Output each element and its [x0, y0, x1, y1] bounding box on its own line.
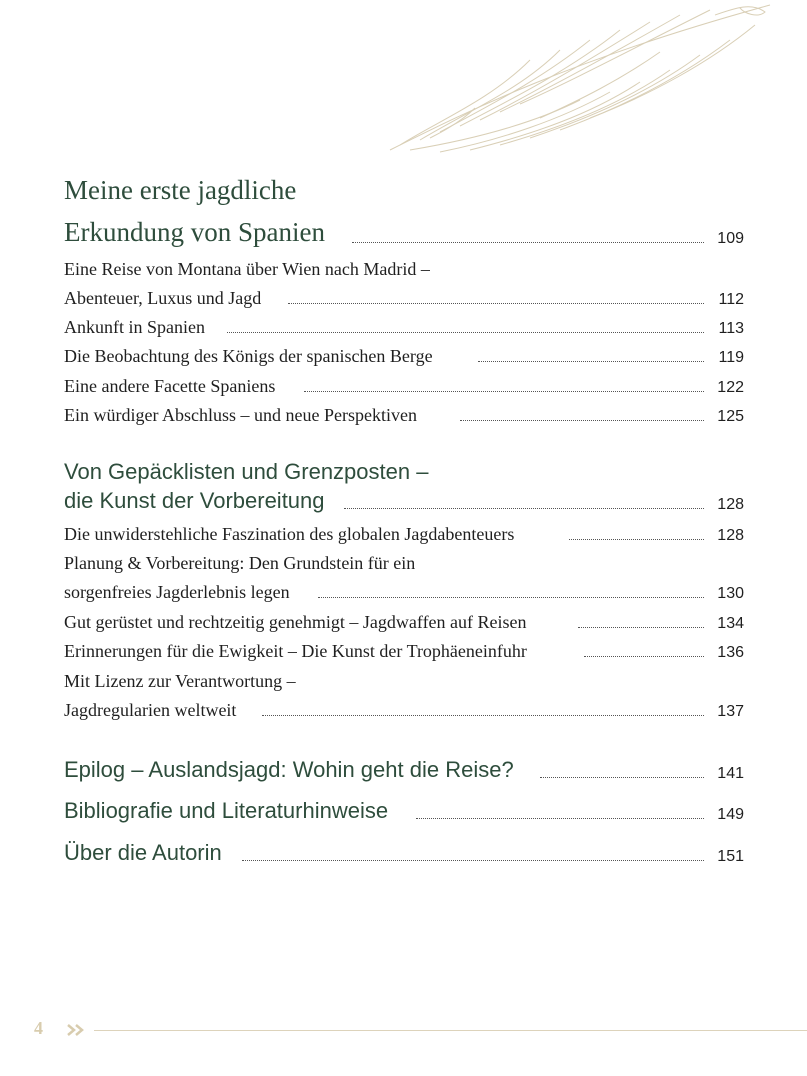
toc-entry-row[interactable]: [64, 341, 744, 371]
dot-leader: [584, 656, 704, 657]
feather-icon: [380, 0, 780, 160]
toc-entry-row[interactable]: [64, 519, 744, 549]
toc-page-number: 136: [717, 644, 744, 661]
toc-page-number: 141: [717, 765, 744, 782]
toc-page-number: 112: [718, 291, 744, 308]
toc-heading-row[interactable]: [64, 488, 744, 518]
toc-entry-text: sorgenfreies Jagderlebnis legen: [64, 582, 290, 602]
toc-heading-row[interactable]: [64, 757, 744, 787]
toc-entry-text: Eine andere Facette Spaniens: [64, 376, 276, 396]
page-number: 4: [34, 1018, 43, 1038]
toc-page-number: 134: [717, 615, 744, 632]
toc-entry-row[interactable]: [64, 695, 744, 725]
toc-page-number: 125: [717, 408, 744, 425]
toc-page-number: 113: [718, 320, 744, 337]
dot-leader: [416, 818, 704, 819]
toc-heading-row[interactable]: [64, 217, 744, 252]
toc-page-number: 122: [717, 379, 744, 396]
toc-entry-text: Abenteuer, Luxus und Jagd: [64, 288, 262, 308]
toc-heading-text: die Kunst der Vorbereitung: [64, 488, 325, 513]
toc-entry-row[interactable]: [64, 283, 744, 313]
toc-entry-text: Jagdregularien weltweit: [64, 700, 237, 720]
toc-entry-row[interactable]: [64, 577, 744, 607]
dot-leader: [318, 597, 704, 598]
toc-heading-text: Von Gepäcklisten und Grenzposten –: [64, 459, 429, 484]
toc-entry-text: Planung & Vorbereitung: Den Grundstein für ein: [64, 553, 416, 573]
dot-leader: [478, 361, 704, 362]
toc-page-number: 128: [717, 496, 744, 513]
toc-heading-line: [64, 459, 744, 489]
dot-leader: [578, 627, 704, 628]
dot-leader: [344, 508, 704, 509]
toc-entry-text: Erinnerungen für die Ewigkeit – Die Kunst der Trophäeneinfuhr: [64, 641, 527, 661]
dot-leader: [569, 539, 704, 540]
toc-entry-row[interactable]: [64, 371, 744, 401]
toc-page-number: 149: [717, 806, 744, 823]
dot-leader: [540, 777, 704, 778]
toc-entry-text: Ein würdiger Abschluss – und neue Perspektiven: [64, 405, 417, 425]
toc-entry-line: [64, 666, 744, 696]
double-chevron-icon: [66, 1022, 88, 1038]
toc-entry-row[interactable]: [64, 400, 744, 430]
toc-entry-row[interactable]: [64, 636, 744, 666]
toc-page-number: 128: [717, 527, 744, 544]
toc-entry-text: Mit Lizenz zur Verantwortung –: [64, 671, 296, 691]
toc-heading-text: Meine erste jagdliche: [64, 175, 297, 205]
toc-entry-text: Eine Reise von Montana über Wien nach Madrid –: [64, 259, 430, 279]
toc-heading-text: Erkundung von Spanien: [64, 217, 325, 247]
toc-heading-text: Epilog – Auslandsjagd: Wohin geht die Reise?: [64, 757, 514, 782]
dot-leader: [242, 860, 704, 861]
dot-leader: [227, 332, 704, 333]
toc-page-number: 109: [717, 230, 744, 247]
toc-page-number: 137: [717, 703, 744, 720]
toc-entry-text: Die Beobachtung des Königs der spanischen Berge: [64, 346, 433, 366]
toc-heading-text: Über die Autorin: [64, 840, 222, 865]
toc-heading-row[interactable]: [64, 798, 744, 828]
toc-entry-line: [64, 254, 744, 284]
toc-page-number: 119: [718, 349, 744, 366]
toc-entry-row[interactable]: [64, 607, 744, 637]
dot-leader: [262, 715, 704, 716]
footer-rule: [94, 1030, 807, 1031]
toc-entry-row[interactable]: [64, 312, 744, 342]
toc-heading-row[interactable]: [64, 840, 744, 870]
toc-entry-text: Die unwiderstehliche Faszination des globalen Jagdabenteuers: [64, 524, 515, 544]
toc-entry-line: [64, 548, 744, 578]
toc-page-number: 151: [717, 848, 744, 865]
dot-leader: [304, 391, 704, 392]
toc-entry-text: Gut gerüstet und rechtzeitig genehmigt – Jagdwaffen auf Reisen: [64, 612, 527, 632]
dot-leader: [288, 303, 704, 304]
toc-page-number: 130: [717, 585, 744, 602]
toc-entry-text: Ankunft in Spanien: [64, 317, 205, 337]
toc-heading-text: Bibliografie und Literaturhinweise: [64, 798, 389, 823]
dot-leader: [460, 420, 704, 421]
toc-heading-line: [64, 175, 744, 210]
dot-leader: [352, 242, 704, 243]
